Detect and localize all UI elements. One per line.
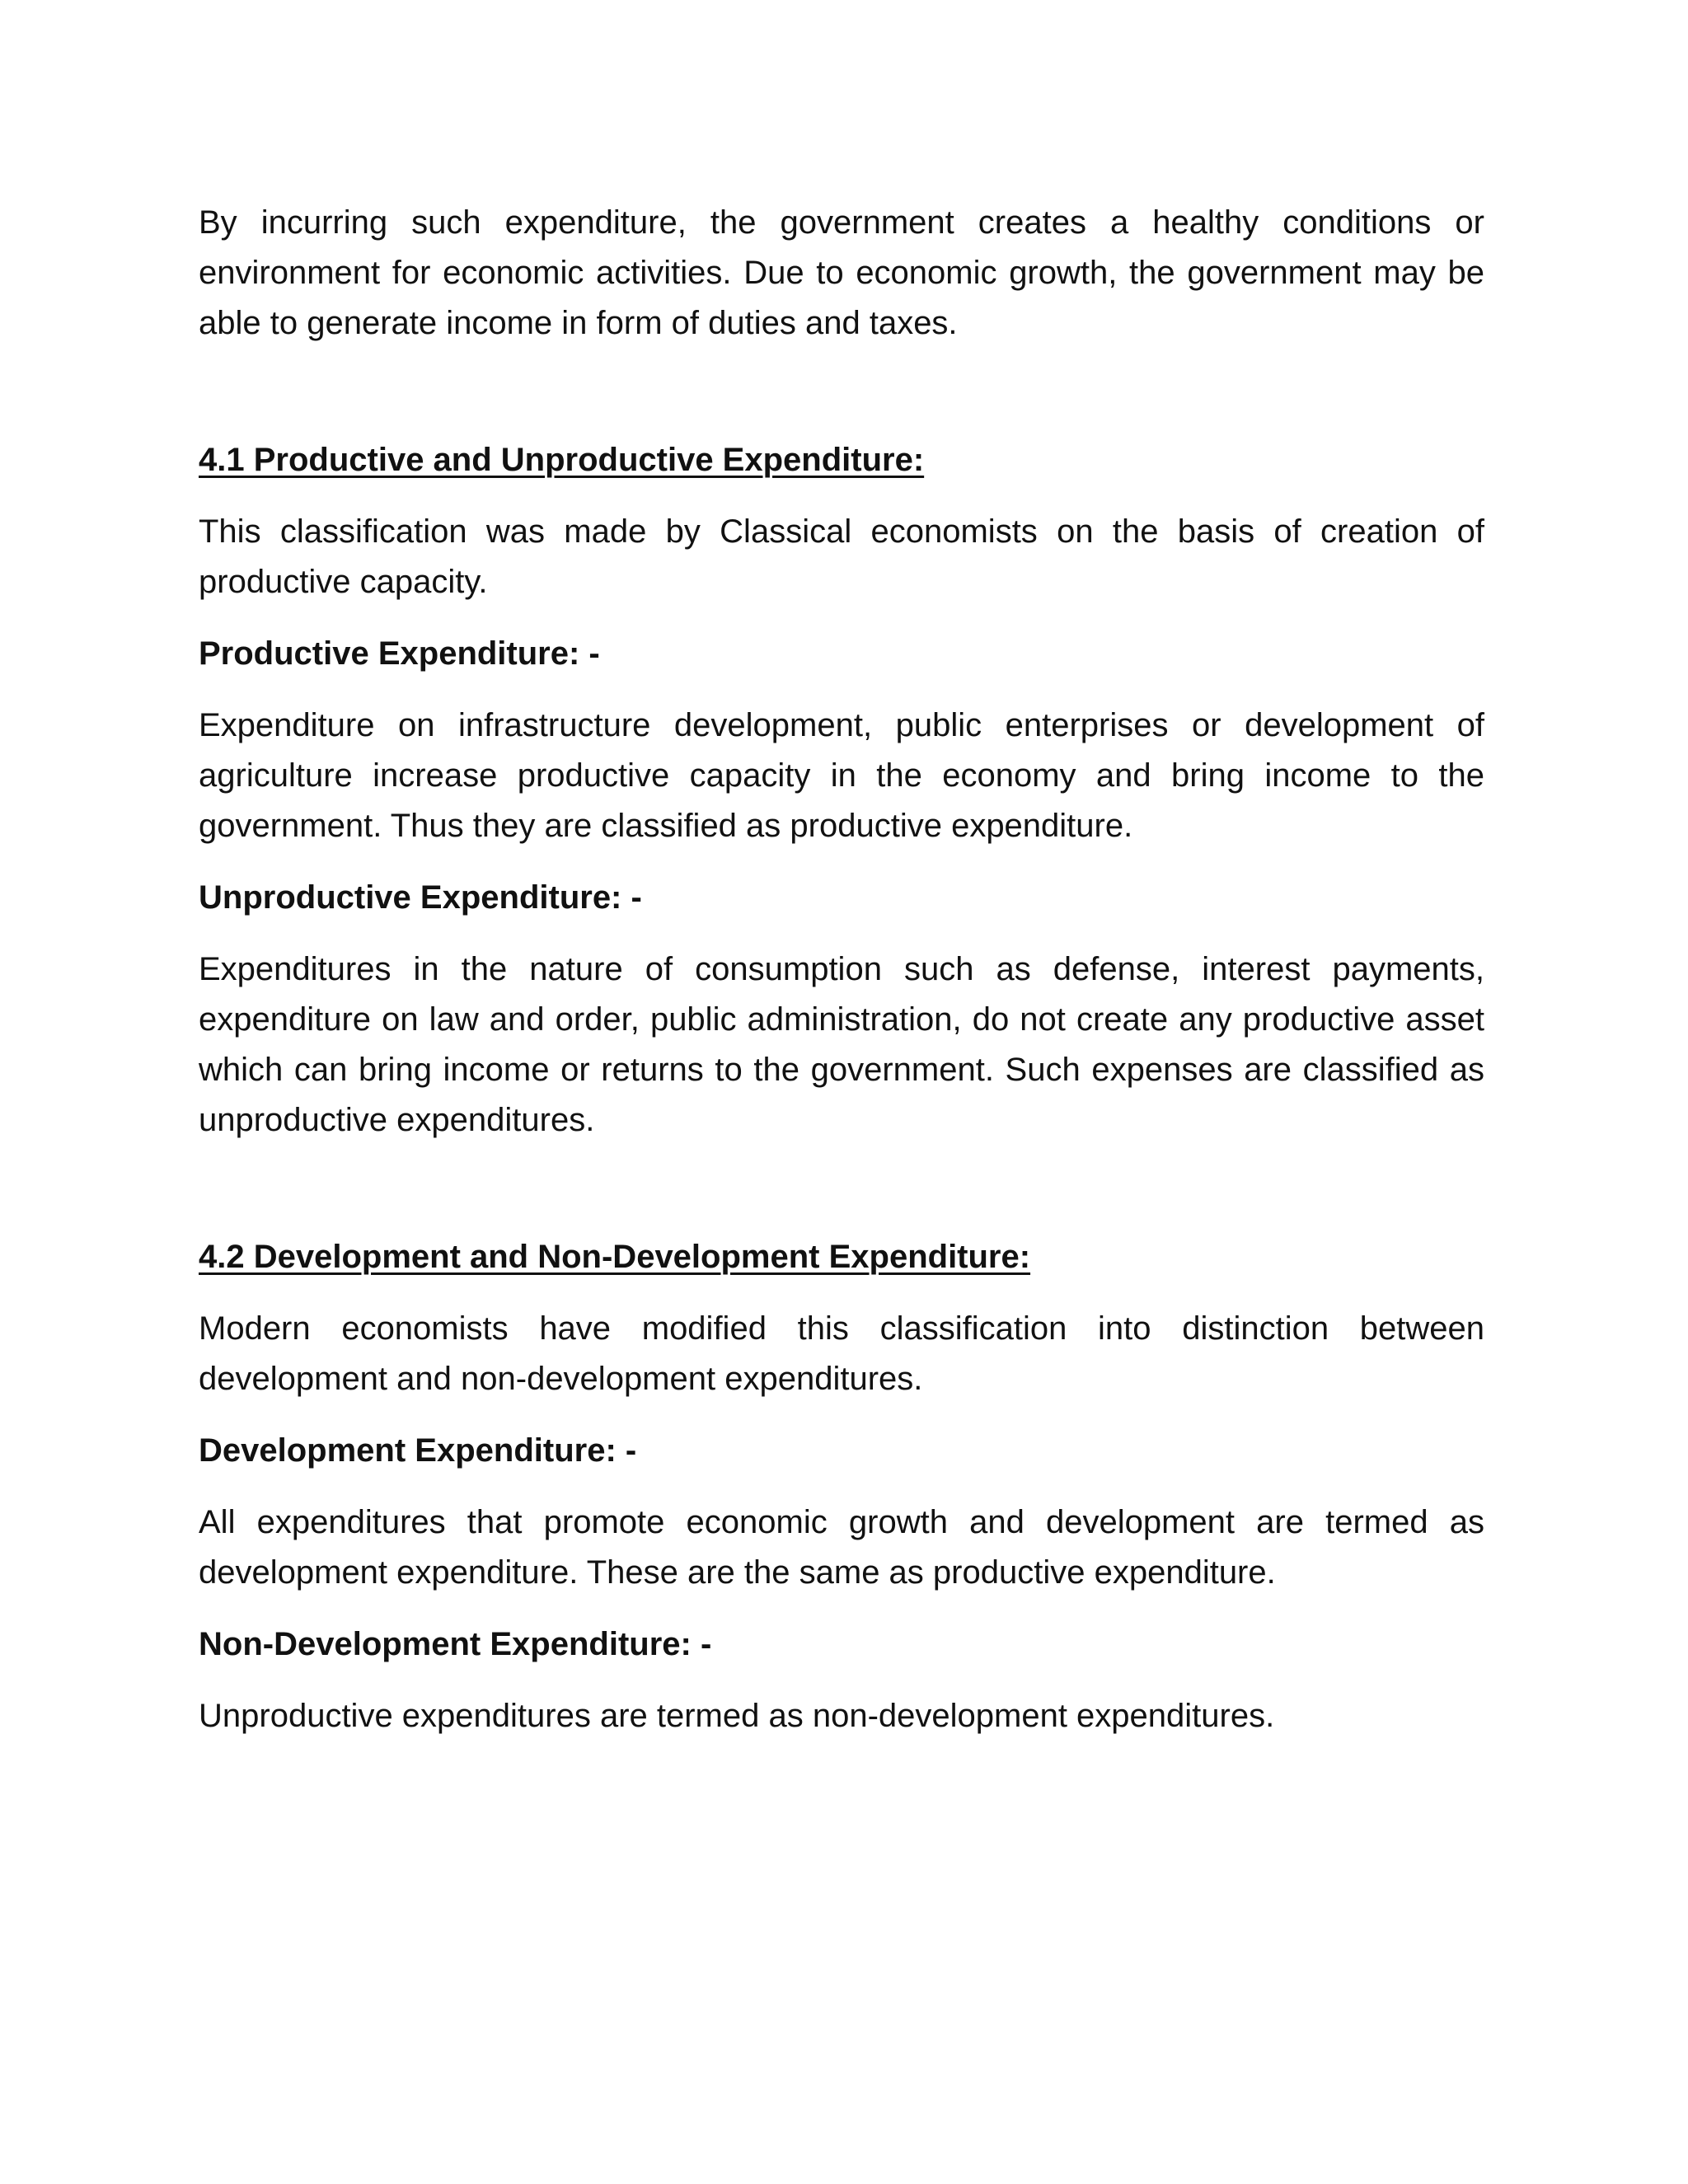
section-4-1 xyxy=(199,435,1484,1146)
section-intro: This classification was made by Classical economists on the basis of creation of productive capacity. xyxy=(199,513,1484,600)
section-heading: 4.1 Productive and Unproductive Expenditure: xyxy=(199,442,925,478)
section-4-2 xyxy=(199,1232,1484,1741)
non-development-expenditure-text: Unproductive expenditures are termed as non-development expenditures. xyxy=(199,1698,1275,1734)
development-expenditure-subheading: Development Expenditure: - xyxy=(199,1432,637,1469)
section-intro: Modern economists have modified this classification into distinction between development and non-development expenditures. xyxy=(199,1310,1484,1397)
productive-expenditure-text: Expenditure on infrastructure development, public enterprises or development of agriculture increase productive capacity in the economy and bring income to the government. Thus they are classified as productive expenditure. xyxy=(199,707,1484,844)
document-page xyxy=(199,198,1484,1741)
development-expenditure-text: All expenditures that promote economic growth and development are termed as development expenditure. These are the same as productive expenditure. xyxy=(199,1504,1484,1591)
non-development-expenditure-subheading: Non-Development Expenditure: - xyxy=(199,1626,712,1662)
intro-paragraph: By incurring such expenditure, the government creates a healthy conditions or environment for economic activities. Due to economic growth, the government may be able to generate income in form of duties and taxes. xyxy=(199,204,1484,341)
unproductive-expenditure-subheading: Unproductive Expenditure: - xyxy=(199,879,642,916)
unproductive-expenditure-text: Expenditures in the nature of consumption such as defense, interest payments, expenditure on law and order, public administration, do not create any productive asset which can bring income or returns to the government. Such expenses are classified as unproductive expenditures. xyxy=(199,951,1484,1138)
section-heading: 4.2 Development and Non-Development Expenditure: xyxy=(199,1239,1031,1275)
productive-expenditure-subheading: Productive Expenditure: - xyxy=(199,635,600,672)
